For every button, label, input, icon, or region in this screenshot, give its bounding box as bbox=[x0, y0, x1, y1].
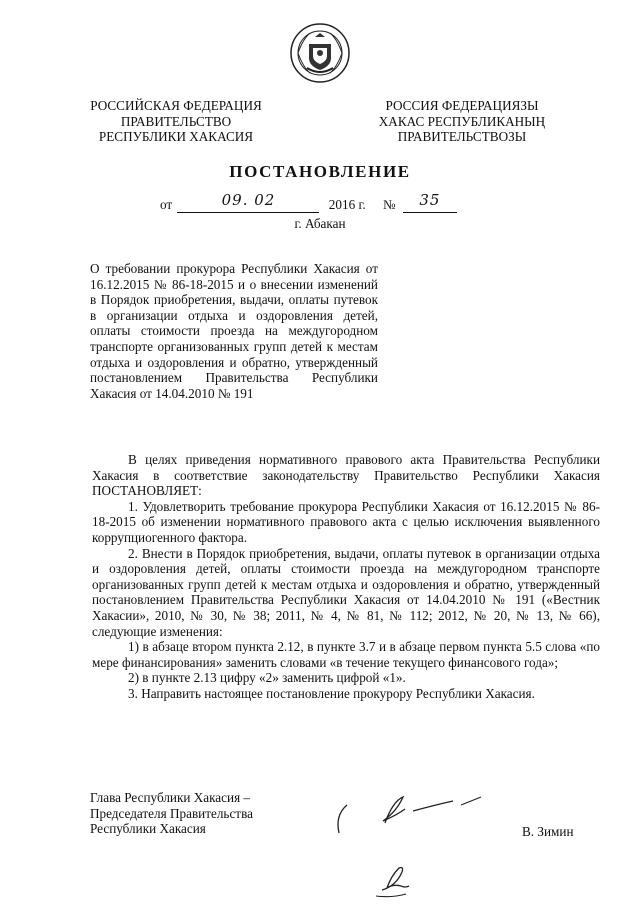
handwritten-initial-icon bbox=[372, 860, 418, 900]
header-left-line3: РЕСПУБЛИКИ ХАКАСИЯ bbox=[98, 129, 254, 144]
header-right-line1: РОССИЯ ФЕДЕРАЦИЯЗЫ bbox=[385, 98, 539, 113]
number-handwritten: 35 bbox=[419, 191, 441, 209]
date-prefix: от bbox=[160, 197, 173, 212]
item-2-2-paragraph: 2) в пункте 2.13 цифру «2» заменить цифрой «1». bbox=[128, 670, 406, 686]
header-right-block bbox=[372, 98, 552, 145]
document-title: ПОСТАНОВЛЕНИЕ bbox=[229, 162, 411, 181]
number-prefix: № bbox=[382, 197, 396, 212]
signatory-line3: Республики Хакасия bbox=[90, 821, 206, 837]
header-left-line2: ПРАВИТЕЛЬСТВО bbox=[120, 113, 232, 129]
header-left-line1: РОССИЙСКАЯ ФЕДЕРАЦИЯ bbox=[90, 98, 262, 113]
document-body bbox=[92, 452, 600, 702]
item-1-paragraph: 1. Удовлетворить требование прокурора Республики Хакасия от 16.12.2015 № 86-18-2015 об изменении нормативного правового акта с целью исключения выявленного коррупциогенного фактора. bbox=[92, 498, 600, 545]
preamble-paragraph: В целях приведения нормативного правового акта Правительства Республики Хакасия в соответствие законодательству Правительство Республики Хакасия ПОСТАНОВЛЯЕТ: bbox=[92, 452, 600, 499]
signatory-line2: Председателя Правительства bbox=[90, 805, 253, 821]
signatory-name: В. Зимин bbox=[522, 824, 574, 839]
signatory-title bbox=[90, 790, 253, 837]
date-handwritten: 09. 02 bbox=[221, 191, 276, 209]
item-2-paragraph: 2. Внести в Порядок приобретения, выдачи, оплаты путевок в организации отдыха и оздоровления детей, оплаты стоимости проезда на междугородном транспорте организованных групп детей к местам отдыха и оздоровления и обратно, утвержденный постановлением Правительства Республики Хакасия от 14.04.2010 № 191 («Вестник Хакасии», 2010, № 30, № 38; 2011, № 4, № 81, № 112; 2012, № 20, № 13, № 66), следующие изменения: bbox=[92, 545, 600, 639]
year-label: 2016 г. bbox=[328, 197, 366, 212]
coat-of-arms-emblem-icon bbox=[289, 22, 351, 84]
item-3-paragraph: 3. Направить настоящее постановление прокурору Республики Хакасия. bbox=[128, 685, 535, 701]
handwritten-signature-icon bbox=[325, 793, 485, 848]
date-number-line bbox=[160, 191, 457, 215]
document-subject: О требовании прокурора Республики Хакасия от 16.12.2015 № 86-18-2015 и о внесении изменений в Порядок приобретения, выдачи, оплаты путевок в организации отдыха и оздоровления детей, оплаты стоимости проезда на междугородном транспорте организованных групп детей к местам отдыха и оздоровления и обратно, утвержденный постановлением Правительства Республики Хакасия от 14.04.2010 № 191 bbox=[90, 261, 378, 401]
header-left-block bbox=[88, 98, 264, 145]
signatory-line1: Глава Республики Хакасия – bbox=[90, 790, 251, 805]
number-field bbox=[403, 191, 457, 213]
header-right-line2: ХАКАС РЕСПУБЛИКАНЫҢ bbox=[378, 113, 546, 129]
date-field bbox=[177, 191, 319, 213]
item-2-1-paragraph: 1) в абзаце втором пункта 2.12, в пункте 3.7 и в абзаце первом пункта 5.5 слова «по мере финансирования» заменить словами «в течение текущего финансового года»; bbox=[92, 639, 600, 670]
city-label: г. Абакан bbox=[294, 216, 346, 231]
header-right-line3: ПРАВИТЕЛЬСТВОЗЫ bbox=[397, 129, 527, 144]
